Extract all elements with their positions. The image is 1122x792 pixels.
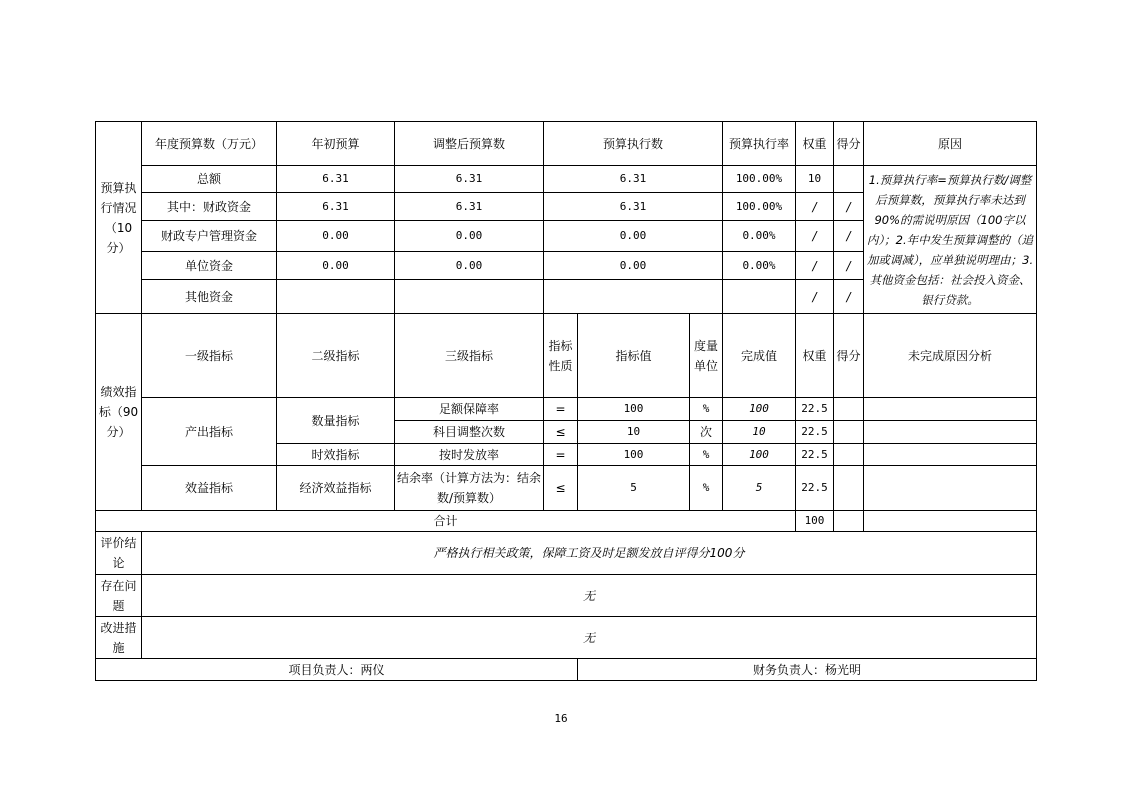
weight-value: /	[796, 221, 834, 252]
executed-value	[544, 280, 723, 314]
total-analysis	[864, 511, 1037, 532]
header-reason: 原因	[864, 122, 1037, 166]
header-weight: 权重	[796, 314, 834, 398]
score-value	[834, 421, 864, 444]
header-target: 指标值	[578, 314, 690, 398]
measures-label: 改进措施	[96, 617, 142, 659]
executed-value: 0.00	[544, 252, 723, 280]
nature-value: ≤	[544, 466, 578, 511]
initial-value: 0.00	[277, 221, 395, 252]
row-label: 其中：财政资金	[142, 193, 277, 221]
row-label: 其他资金	[142, 280, 277, 314]
weight-value: 22.5	[796, 398, 834, 421]
measures-row	[96, 617, 1037, 659]
budget-section-label: 预算执行情况（10分）	[96, 122, 142, 314]
header-score: 得分	[834, 122, 864, 166]
unit-value: %	[690, 444, 723, 466]
score-value	[834, 444, 864, 466]
weight-value: 22.5	[796, 466, 834, 511]
executed-value: 6.31	[544, 166, 723, 193]
header-analysis: 未完成原因分析	[864, 314, 1037, 398]
conclusion-label: 评价结论	[96, 532, 142, 575]
adjusted-value: 6.31	[395, 166, 544, 193]
timeliness-indicator-label: 时效指标	[277, 444, 395, 466]
initial-value	[277, 280, 395, 314]
weight-value: 22.5	[796, 421, 834, 444]
header-unit: 度量单位	[690, 314, 723, 398]
economic-indicator-label: 经济效益指标	[277, 466, 395, 511]
unit-value: %	[690, 398, 723, 421]
performance-evaluation-table	[95, 121, 1037, 681]
exec-rate-value	[723, 280, 796, 314]
score-value: /	[834, 221, 864, 252]
score-value	[834, 466, 864, 511]
header-exec-rate: 预算执行率	[723, 122, 796, 166]
signature-row	[96, 659, 1037, 681]
exec-rate-value: 0.00%	[723, 221, 796, 252]
total-label: 合计	[96, 511, 796, 532]
actual-value: 100	[723, 398, 796, 421]
nature-value: =	[544, 444, 578, 466]
executed-value: 6.31	[544, 193, 723, 221]
nature-value: ≤	[544, 421, 578, 444]
adjusted-value: 0.00	[395, 221, 544, 252]
project-lead: 项目负责人：两仪	[96, 659, 578, 681]
header-adjusted-budget: 调整后预算数	[395, 122, 544, 166]
analysis-value	[864, 444, 1037, 466]
initial-value: 6.31	[277, 193, 395, 221]
header-initial-budget: 年初预算	[277, 122, 395, 166]
adjusted-value: 6.31	[395, 193, 544, 221]
finance-lead: 财务负责人：杨光明	[578, 659, 1037, 681]
header-weight: 权重	[796, 122, 834, 166]
level3-label: 结余率（计算方法为：结余数/预算数）	[395, 466, 544, 511]
header-executed-budget: 预算执行数	[544, 122, 723, 166]
conclusion-row	[96, 532, 1037, 575]
analysis-value	[864, 466, 1037, 511]
target-value: 5	[578, 466, 690, 511]
target-value: 100	[578, 444, 690, 466]
initial-value: 6.31	[277, 166, 395, 193]
header-annual-budget: 年度预算数（万元）	[142, 122, 277, 166]
conclusion-text: 严格执行相关政策，保障工资及时足额发放自评得分100分	[142, 532, 1037, 575]
weight-value: /	[796, 280, 834, 314]
performance-section-label: 绩效指标（90分）	[96, 314, 142, 511]
total-row	[96, 511, 1037, 532]
quantity-indicator-label: 数量指标	[277, 398, 395, 444]
score-value	[834, 398, 864, 421]
adjusted-value	[395, 280, 544, 314]
adjusted-value: 0.00	[395, 252, 544, 280]
actual-value: 100	[723, 444, 796, 466]
measures-text: 无	[142, 617, 1037, 659]
table-row	[96, 398, 1037, 421]
analysis-value	[864, 398, 1037, 421]
row-label: 单位资金	[142, 252, 277, 280]
page-number: 16	[554, 712, 568, 725]
level3-label: 科目调整次数	[395, 421, 544, 444]
actual-value: 5	[723, 466, 796, 511]
problems-row	[96, 575, 1037, 617]
budget-header-row	[96, 122, 1037, 166]
total-weight: 100	[796, 511, 834, 532]
executed-value: 0.00	[544, 221, 723, 252]
weight-value: /	[796, 252, 834, 280]
table-row	[96, 466, 1037, 511]
header-actual: 完成值	[723, 314, 796, 398]
total-score	[834, 511, 864, 532]
benefit-indicator-label: 效益指标	[142, 466, 277, 511]
level3-label: 按时发放率	[395, 444, 544, 466]
score-value	[834, 166, 864, 193]
unit-value: 次	[690, 421, 723, 444]
score-value: /	[834, 280, 864, 314]
exec-rate-value: 0.00%	[723, 252, 796, 280]
unit-value: %	[690, 466, 723, 511]
score-value: /	[834, 252, 864, 280]
analysis-value	[864, 421, 1037, 444]
header-level2: 二级指标	[277, 314, 395, 398]
actual-value: 10	[723, 421, 796, 444]
exec-rate-value: 100.00%	[723, 193, 796, 221]
score-value: /	[834, 193, 864, 221]
level3-label: 足额保障率	[395, 398, 544, 421]
problems-label: 存在问题	[96, 575, 142, 617]
weight-value: 22.5	[796, 444, 834, 466]
header-nature: 指标性质	[544, 314, 578, 398]
row-label: 财政专户管理资金	[142, 221, 277, 252]
initial-value: 0.00	[277, 252, 395, 280]
exec-rate-value: 100.00%	[723, 166, 796, 193]
target-value: 10	[578, 421, 690, 444]
row-label: 总额	[142, 166, 277, 193]
reason-note: 1.预算执行率=预算执行数/调整后预算数，预算执行率未达到90%的需说明原因（100字以内）；2.年中发生预算调整的（追加或调减），应单独说明理由；3.其他资金包括：社会投入资金、银行贷款。	[864, 166, 1037, 314]
header-score: 得分	[834, 314, 864, 398]
target-value: 100	[578, 398, 690, 421]
header-level3: 三级指标	[395, 314, 544, 398]
nature-value: =	[544, 398, 578, 421]
problems-text: 无	[142, 575, 1037, 617]
output-indicator-label: 产出指标	[142, 398, 277, 466]
performance-header-row	[96, 314, 1037, 398]
weight-value: /	[796, 193, 834, 221]
header-level1: 一级指标	[142, 314, 277, 398]
table-row	[96, 166, 1037, 193]
weight-value: 10	[796, 166, 834, 193]
